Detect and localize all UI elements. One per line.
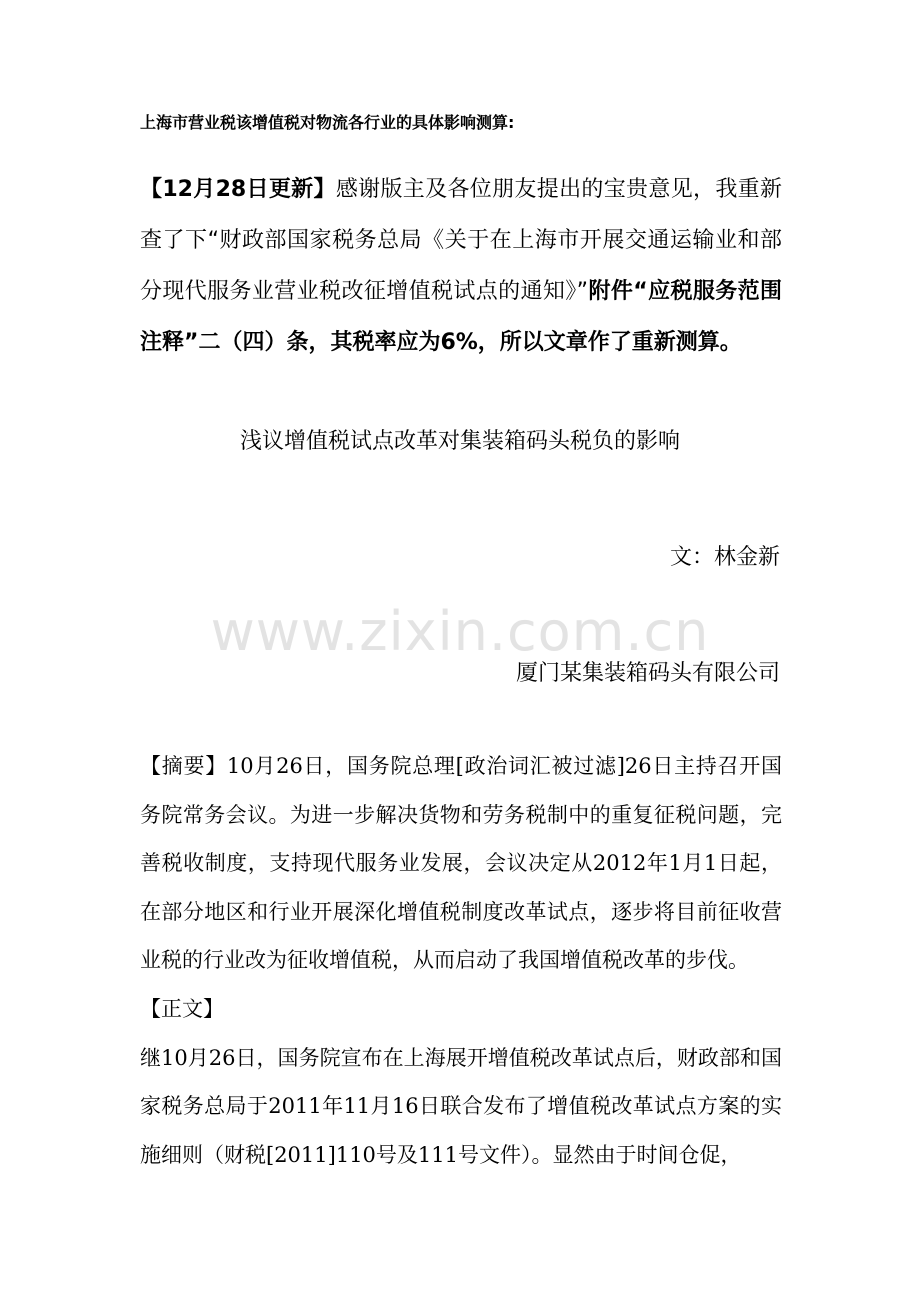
body-text [140, 742, 782, 1179]
body-heading: 【正文】 [140, 996, 224, 1021]
abstract-paragraph: 【摘要】10月26日，国务院总理[政治词汇被过滤]26日主持召开国务院常务会议。为进一步解决货物和劳务税制中的重复征税问题，完善税收制度，支持现代服务业发展，会议决定从2012年1月1日起，在部分地区和行业开展深化增值税制度改革试点，逐步将目前征收营业税的行业改为征收增值税，从而启动了我国增值税改革的步伐。 [140, 754, 782, 973]
article-title: 浅议增值税试点改革对集装箱码头税负的影响 [239, 429, 680, 454]
body-paragraph: 继10月26日，国务院宣布在上海展开增值税改革试点后，财政部和国家税务总局于2011年11月16日联合发布了增值税改革试点方案的实施细则（财税[2011]110号及111号文件）。显然由于时间仓促， [140, 1045, 782, 1167]
watermark: www.zixin.com.cn [210, 600, 710, 663]
company-line: 厦门某集装箱码头有限公司 [515, 661, 780, 686]
author-line: 文：林金新 [669, 545, 780, 570]
update-note-text-b: 附件“应税服务范围注释”二（四）条，其税率应为6%，所以文章作了重新测算。 [140, 279, 782, 355]
update-tag: 【12月28日更新】 [140, 177, 336, 202]
update-note-text-a: 感谢版主及各位朋友提出的宝贵意见，我重新查了下“财政部国家税务总局《关于在上海市开展交通运输业和部分现代服务业营业税改征增值税试点的通知》” [140, 177, 782, 304]
intro-heading: 上海市营业税该增值税对物流各行业的具体影响测算: [140, 113, 515, 132]
update-note [140, 164, 782, 368]
